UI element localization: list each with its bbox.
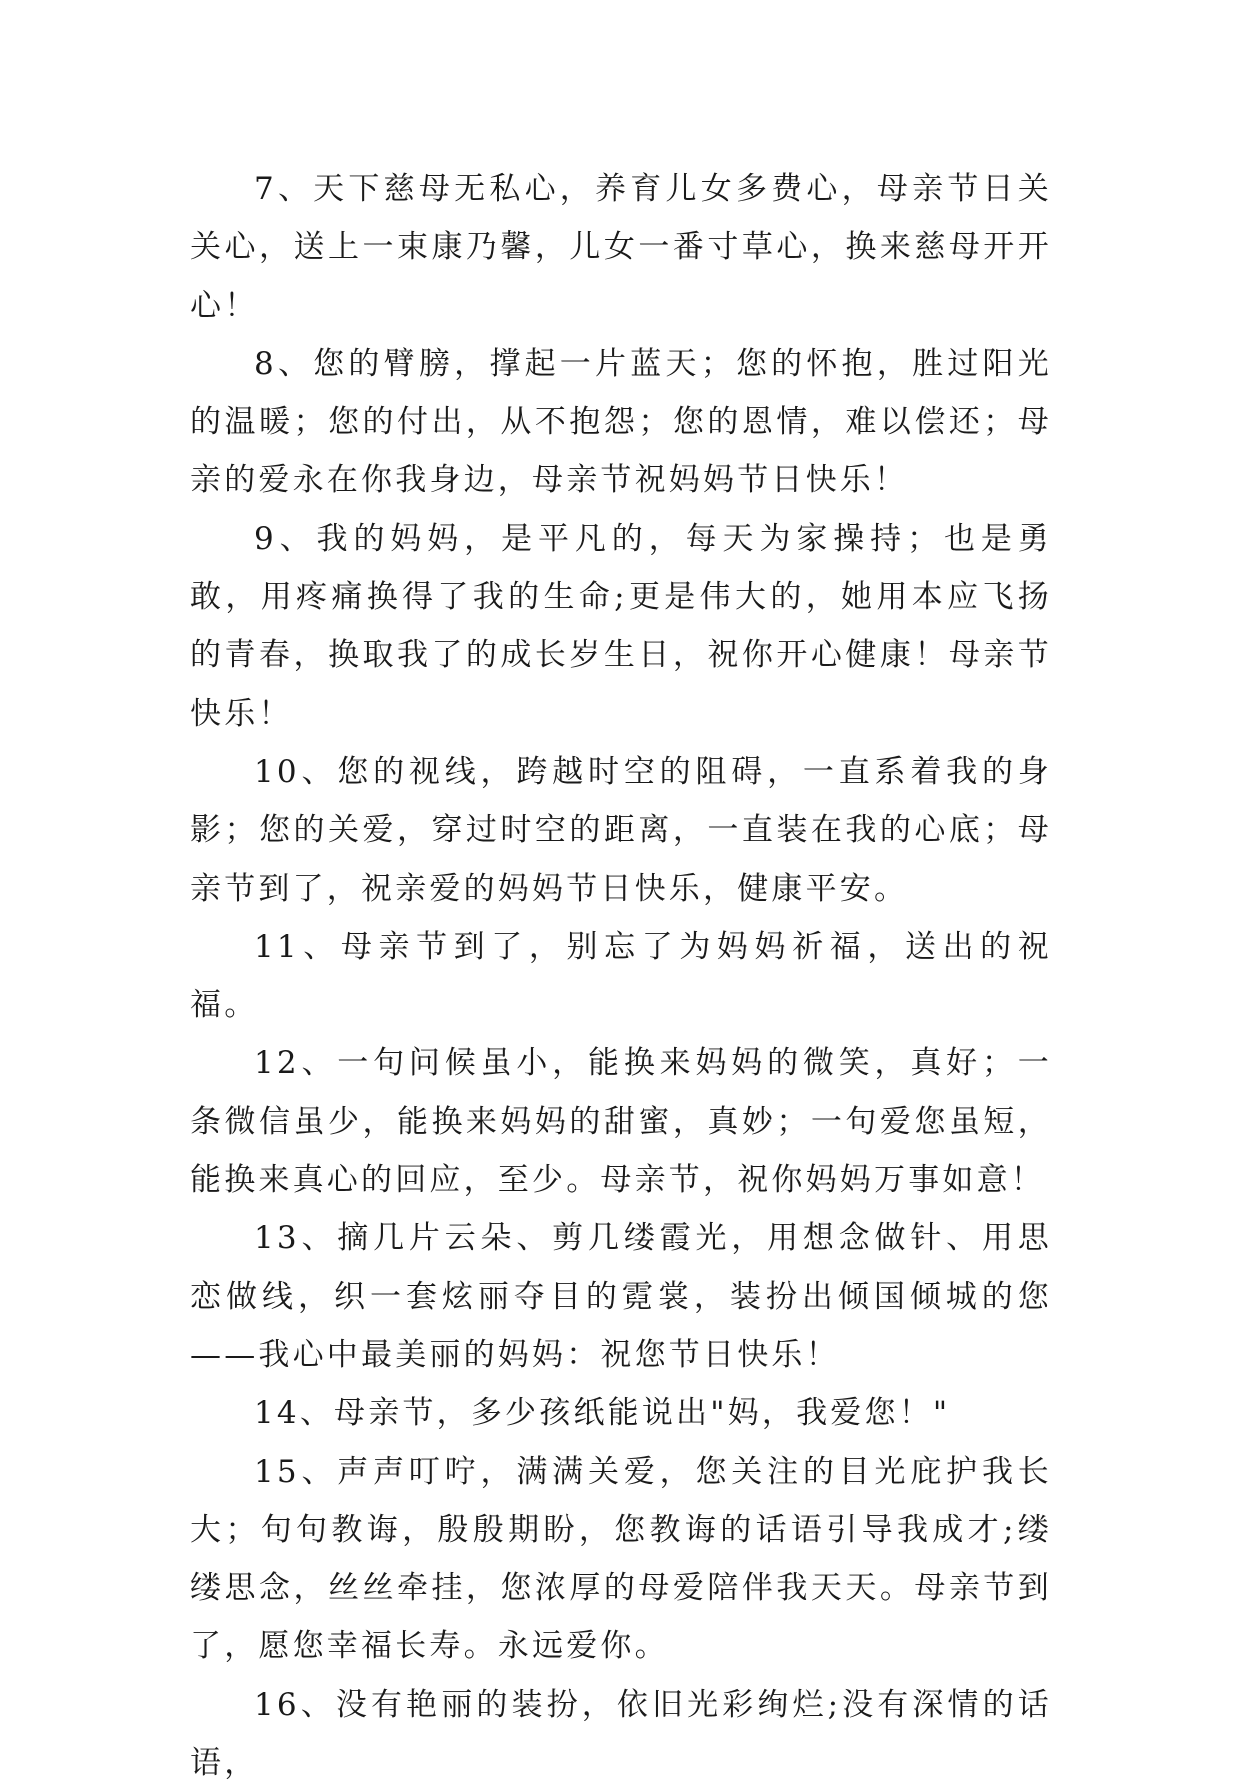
- paragraph-12: 12、一句问候虽小，能换来妈妈的微笑，真好；一条微信虽少，能换来妈妈的甜蜜，真妙；一句爱您虽短，能换来真心的回应，至少。母亲节，祝你妈妈万事如意！: [190, 1045, 1052, 1199]
- paragraph-13: 13、摘几片云朵、剪几缕霞光，用想念做针、用思恋做线，织一套炫丽夺目的霓裳，装扮出倾国倾城的您——我心中最美丽的妈妈：祝您节日快乐！: [190, 1220, 1052, 1373]
- paragraph-14: 14、母亲节，多少孩纸能说出"妈，我爱您！": [254, 1395, 951, 1432]
- paragraph-16: 16、没有艳丽的装扮，依旧光彩绚烂;没有深情的话语，: [190, 1686, 1052, 1782]
- paragraph-9: 9、我的妈妈，是平凡的，每天为家操持；也是勇敢，用疼痛换得了我的生命;更是伟大的，她用本应飞扬的青春，换取我了的成长岁生日，祝你开心健康！母亲节快乐！: [190, 520, 1052, 732]
- document-body: [190, 160, 1052, 1792]
- paragraph-10: 10、您的视线，跨越时空的阻碍，一直系着我的身影；您的关爱，穿过时空的距离，一直装在我的心底；母亲节到了，祝亲爱的妈妈节日快乐，健康平安。: [190, 753, 1052, 907]
- paragraph-8: 8、您的臂膀，撑起一片蓝天；您的怀抱，胜过阳光的温暖；您的付出，从不抱怨；您的恩情，难以偿还；母亲的爱永在你我身边，母亲节祝妈妈节日快乐！: [190, 345, 1052, 499]
- paragraph-7: 7、天下慈母无私心，养育儿女多费心，母亲节日关关心，送上一束康乃馨，儿女一番寸草心，换来慈母开开心！: [190, 171, 1052, 324]
- paragraph-11: 11、母亲节到了，别忘了为妈妈祈福，送出的祝福。: [190, 928, 1052, 1024]
- paragraph-15: 15、声声叮咛，满满关爱，您关注的目光庇护我长大；句句教诲，殷殷期盼，您教诲的话语引导我成才;缕缕思念，丝丝牵挂，您浓厚的母爱陪伴我天天。母亲节到了，愿您幸福长寿。永远爱你。: [190, 1453, 1052, 1665]
